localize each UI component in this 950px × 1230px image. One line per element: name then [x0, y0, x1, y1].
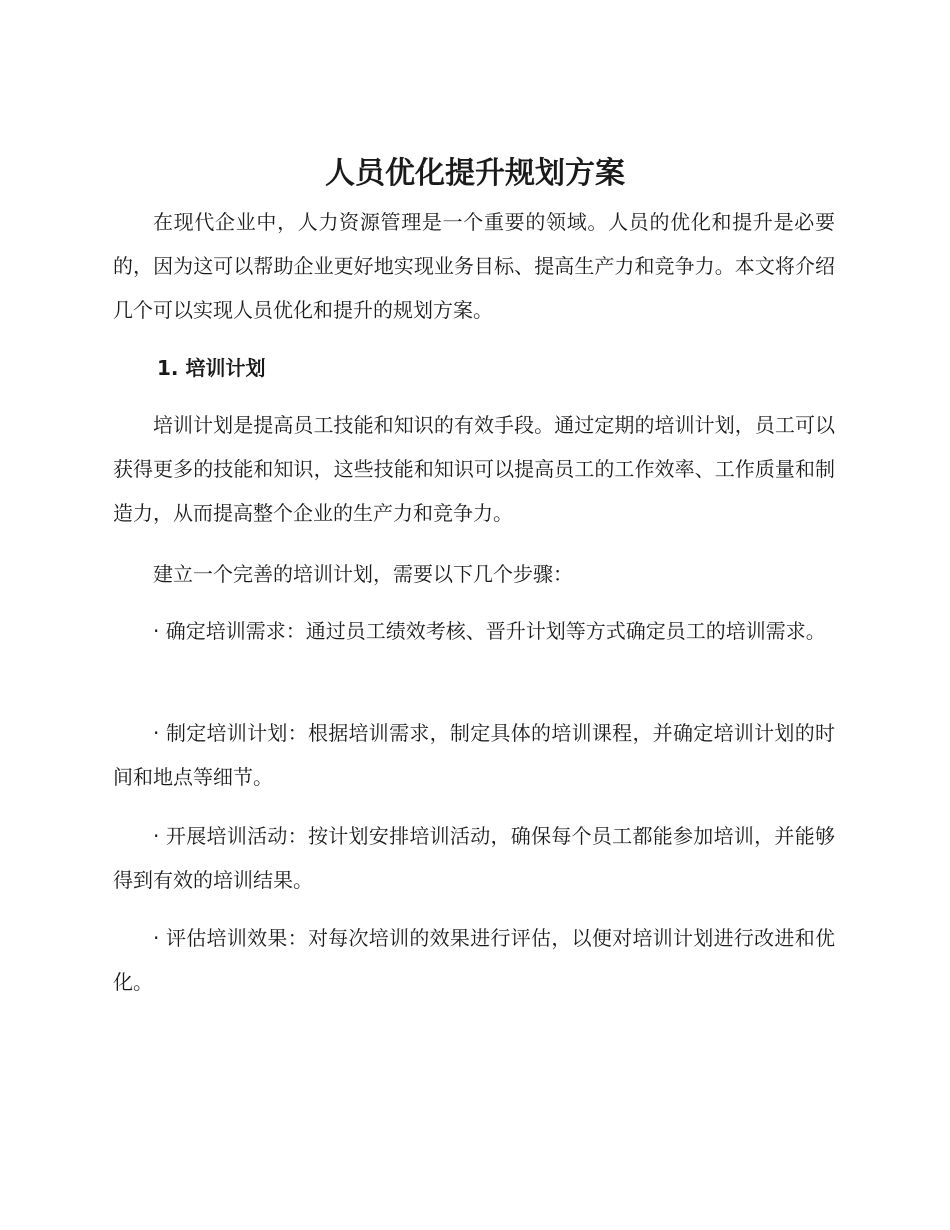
intro-paragraph: 在现代企业中，人力资源管理是一个重要的领域。人员的优化和提升是必要的，因为这可以帮助企业更好地实现业务目标、提高生产力和竞争力。本文将介绍几个可以实现人员优化和提升的规划方案。 [113, 210, 835, 322]
training-step-item: · 制定培训计划：根据培训需求，制定具体的培训课程，并确定培训计划的时间和地点等细节。 [113, 721, 835, 789]
training-description-paragraph: 培训计划是提高员工技能和知识的有效手段。通过定期的培训计划，员工可以获得更多的技能和知识，这些技能和知识可以提高员工的工作效率、工作质量和制造力，从而提高整个企业的生产力和竞争力。 [113, 413, 835, 525]
document-title: 人员优化提升规划方案 [325, 156, 625, 191]
training-step-item: · 评估培训效果：对每次培训的效果进行评估，以便对培训计划进行改进和优化。 [113, 926, 835, 994]
section-heading-training: 1. 培训计划 [157, 356, 266, 380]
training-step-item: · 确定培训需求：通过员工绩效考核、晋升计划等方式确定员工的培训需求。 [153, 619, 826, 643]
training-steps-intro: 建立一个完善的培训计划，需要以下几个步骤： [153, 562, 573, 586]
training-step-item: · 开展培训活动：按计划安排培训活动，确保每个员工都能参加培训，并能够得到有效的培训结果。 [113, 824, 835, 892]
